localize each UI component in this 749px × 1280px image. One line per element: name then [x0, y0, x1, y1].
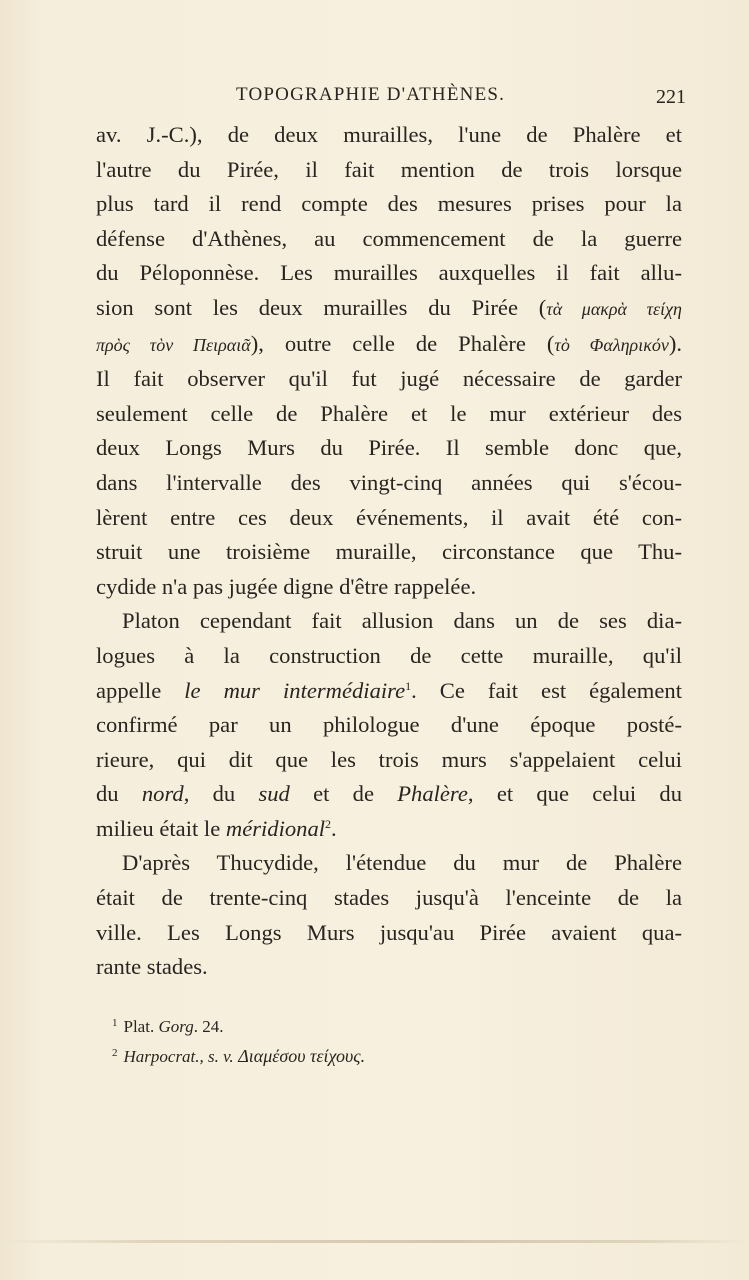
footnote-mark: 1	[112, 1017, 118, 1029]
italic-term: le mur intermédiaire	[184, 677, 406, 703]
italic-term: méridional	[225, 815, 326, 841]
footnotes	[112, 1010, 672, 1070]
text-line: struit une troisième muraille, circonstance que Thu-	[96, 539, 682, 565]
text-line: l'autre du Pirée, il fait mention de trois lorsque	[96, 156, 682, 182]
footnote-2	[112, 1040, 672, 1070]
page-edge-rule	[0, 1240, 749, 1243]
text-line: du Péloponnèse. Les murailles auxquelles il fait allu-	[96, 260, 682, 286]
text-line: était de trente-cinq stades jusqu'à l'enceinte de la	[96, 885, 682, 911]
paragraph-3	[96, 846, 682, 984]
text-segment: sion sont les deux murailles du Pirée (	[96, 294, 547, 320]
greek-text: πρὸς τὸν Πειραιᾶ	[96, 334, 251, 355]
text-line: D'après Thucydide, l'étendue du mur de Phalère	[122, 850, 682, 876]
text-line: logues à la construction de cette muraille, qu'il	[96, 642, 682, 668]
page-number: 221	[656, 86, 686, 108]
text-segment: . 24.	[193, 1017, 224, 1036]
text-segment: et de	[289, 781, 398, 807]
italic-term: sud	[258, 781, 290, 807]
text-line: dans l'intervalle des vingt-cinq années qui s'écou-	[96, 469, 682, 495]
text-line: ville. Les Longs Murs jusqu'au Pirée avaient qua-	[96, 919, 682, 945]
text-segment: ), outre celle de Phalère (	[250, 330, 555, 356]
text-segment: du	[96, 781, 142, 807]
text-line	[96, 812, 682, 847]
text-segment: , et que celui du	[467, 781, 682, 807]
text-segment: , du	[183, 781, 259, 807]
greek-text: τὸ Φαληρικόν	[554, 334, 669, 355]
text-line: rante stades.	[96, 954, 208, 980]
footnote-ref: 2	[325, 816, 332, 831]
text-line: av. J.-C.), de deux murailles, l'une de Phalère et	[96, 122, 682, 147]
footnote-ref: 1	[405, 678, 412, 693]
text-line: défense d'Athènes, au commencement de la guerre	[96, 225, 682, 251]
text-line: seulement celle de Phalère et le mur extérieur des	[96, 400, 682, 426]
text-segment: appelle	[96, 677, 185, 703]
greek-text: Διαμέσου τείχους.	[233, 1046, 366, 1066]
text-line: plus tard il rend compte des mesures prises pour la	[96, 191, 682, 217]
footnote-1	[112, 1010, 672, 1040]
text-line: Platon cependant fait allusion dans un de ses dia-	[122, 608, 682, 634]
italic-term: Phalère	[397, 781, 468, 807]
text-line: Il fait observer qu'il fut jugé nécessaire de garder	[96, 366, 682, 392]
footnote-mark: 2	[112, 1047, 118, 1059]
italic-term: nord	[141, 781, 184, 807]
greek-text: τὰ μακρὰ τείχη	[546, 298, 682, 319]
text-line	[96, 777, 682, 812]
italic-term: Gorg	[158, 1017, 194, 1036]
text-line: confirmé par un philologue d'une époque posté-	[96, 712, 682, 738]
text-segment: Plat.	[123, 1017, 159, 1036]
text-line	[96, 291, 682, 327]
page-body	[96, 118, 682, 985]
paragraph-1	[96, 118, 682, 604]
running-title: TOPOGRAPHIE D'ATHÈNES.	[236, 84, 506, 105]
text-segment: ).	[668, 330, 683, 356]
text-segment: milieu était le	[96, 815, 226, 841]
page-header	[96, 84, 686, 114]
text-line: deux Longs Murs du Pirée. Il semble donc que,	[96, 435, 682, 461]
text-line	[96, 327, 682, 363]
text-line: rieure, qui dit que les trois murs s'appelaient celui	[96, 746, 682, 772]
text-segment: . Ce fait est également	[411, 677, 682, 703]
italic-term: Harpocrat., s. v.	[123, 1047, 234, 1066]
text-line: lèrent entre ces deux événements, il avait été con-	[96, 504, 682, 530]
paragraph-2	[96, 604, 682, 846]
text-segment: .	[331, 815, 337, 841]
text-line	[96, 674, 682, 709]
text-line: cydide n'a pas jugée digne d'être rappelée.	[96, 573, 477, 599]
